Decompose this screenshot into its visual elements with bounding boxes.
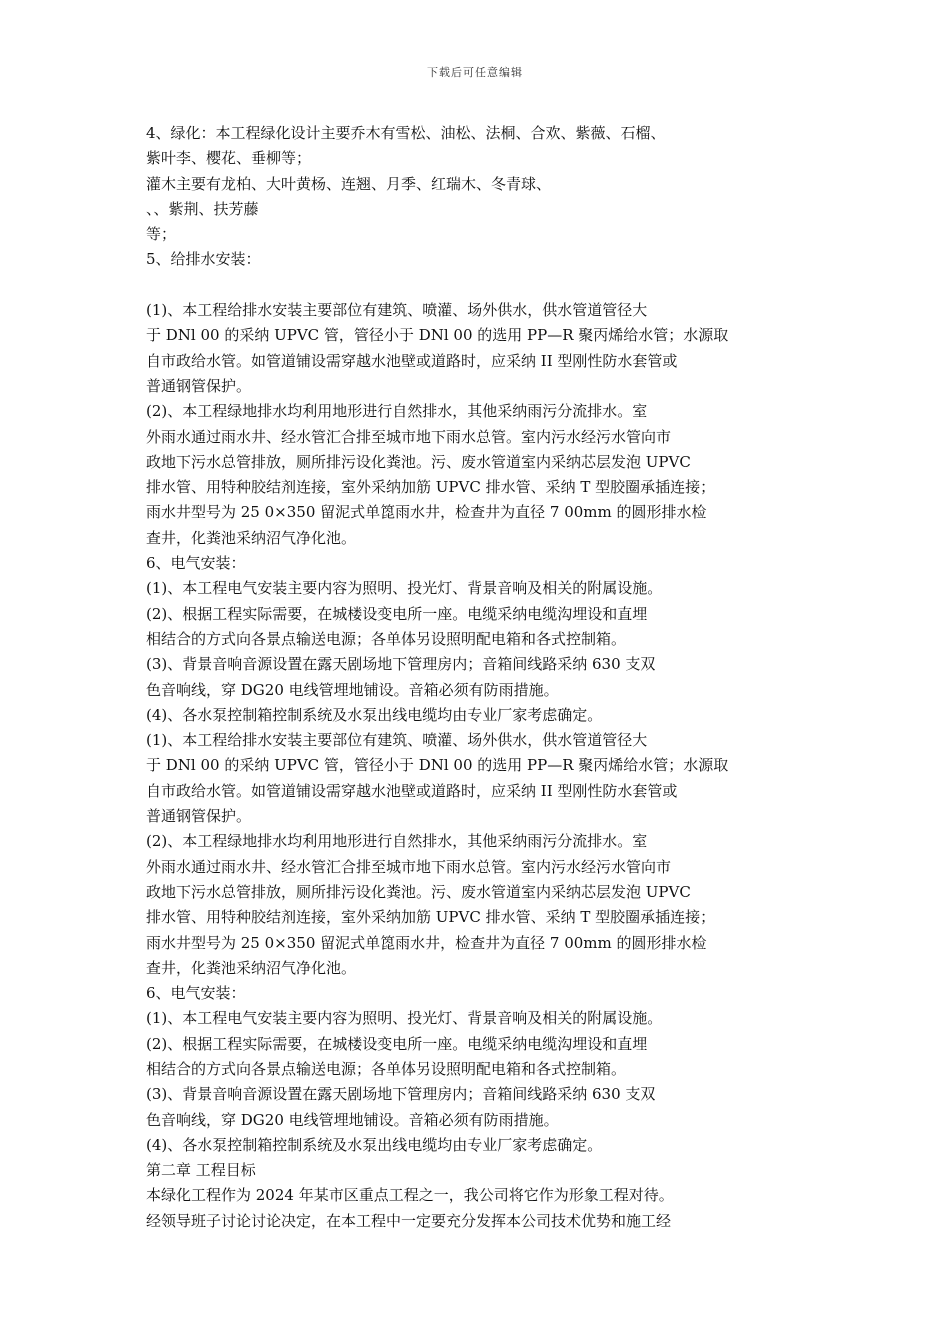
text-line: 自市政给水管。如管道铺设需穿越水池壁或道路时，应采纳 II 型刚性防水套管或 — [146, 351, 678, 370]
text-line: (3)、背景音响音源设置在露天剧场地下管理房内；音箱间线路采纳 630 支双 — [146, 655, 656, 674]
page-header: 下载后可任意编辑 — [427, 66, 523, 79]
text-line: 于 DNl 00 的采纳 UPVC 管，管径小于 DNl 00 的选用 PP—R 聚丙烯给水管；水源取 — [146, 326, 729, 345]
text-line: 自市政给水管。如管道铺设需穿越水池壁或道路时，应采纳 II 型刚性防水套管或 — [146, 781, 678, 800]
text-line: 普通钢管保护。 — [146, 807, 252, 826]
text-line: (1)、本工程电气安装主要内容为照明、投光灯、背景音响及相关的附属设施。 — [146, 579, 663, 598]
text-line: 排水管、用特种胶结剂连接，室外采纳加筋 UPVC 排水管、采纳 T 型胶圈承插连接； — [146, 478, 716, 497]
text-line: 、、紫荆、扶芳藤 — [146, 199, 259, 218]
text-line: 查井，化粪池采纳沼气净化池。 — [146, 958, 357, 977]
text-line: 于 DNl 00 的采纳 UPVC 管，管径小于 DNl 00 的选用 PP—R 聚丙烯给水管；水源取 — [146, 756, 729, 775]
text-line: 色音响线，穿 DG20 电线管埋地铺设。音箱必须有防雨措施。 — [146, 680, 559, 699]
text-line: 6、电气安装： — [146, 984, 246, 1003]
text-line: (4)、各水泵控制箱控制系统及水泵出线电缆均由专业厂家考虑确定。 — [146, 1135, 603, 1154]
text-line: (3)、背景音响音源设置在露天剧场地下管理房内；音箱间线路采纳 630 支双 — [146, 1085, 656, 1104]
text-line: (1)、本工程给排水安装主要部位有建筑、喷灌、场外供水，供水管道管径大 — [146, 301, 648, 320]
text-line: 相结合的方式向各景点输送电源；各单体另设照明配电箱和各式控制箱。 — [146, 1059, 627, 1078]
text-line: 第二章 工程目标 — [146, 1161, 256, 1180]
text-line: 色音响线，穿 DG20 电线管埋地铺设。音箱必须有防雨措施。 — [146, 1110, 559, 1129]
text-line: 等； — [146, 225, 177, 244]
text-line: 雨水井型号为 25 0×350 留泥式单箆雨水井，检查井为直径 7 00mm 的圆形排水检 — [146, 933, 707, 952]
text-line: 外雨水通过雨水井、经水管汇合排至城市地下雨水总管。室内污水经污水管向市 — [146, 427, 672, 446]
blank-line — [146, 273, 786, 298]
text-line: 雨水井型号为 25 0×350 留泥式单箆雨水井，检查井为直径 7 00mm 的圆形排水检 — [146, 503, 707, 522]
text-line: 查井，化粪池采纳沼气净化池。 — [146, 528, 357, 547]
text-line: 4、绿化：本工程绿化设计主要乔木有雪松、油松、法桐、合欢、紫薇、石榴、 — [146, 124, 666, 142]
text-line: (2)、本工程绿地排水均利用地形进行自然排水，其他采纳雨污分流排水。室 — [146, 402, 648, 421]
text-line: 灌木主要有龙柏、大叶黄杨、连翘、月季、红瑞木、冬青球、 — [146, 174, 552, 193]
text-line: 5、给排水安装： — [146, 250, 261, 269]
text-line: 政地下污水总管排放，厕所排污设化粪池。污、废水管道室内采纳芯层发泡 UPVC — [146, 452, 691, 471]
text-line: 紫叶李、樱花、垂柳等； — [146, 149, 312, 168]
text-line: 排水管、用特种胶结剂连接，室外采纳加筋 UPVC 排水管、采纳 T 型胶圈承插连接； — [146, 908, 716, 927]
text-line: (2)、根据工程实际需要，在城楼设变电所一座。电缆采纳电缆沟埋设和直埋 — [146, 604, 648, 623]
text-line: 普通钢管保护。 — [146, 376, 252, 395]
document-body — [146, 121, 786, 1234]
text-line: (1)、本工程给排水安装主要部位有建筑、喷灌、场外供水，供水管道管径大 — [146, 731, 648, 750]
text-line: 6、电气安装： — [146, 554, 246, 573]
text-line: (4)、各水泵控制箱控制系统及水泵出线电缆均由专业厂家考虑确定。 — [146, 705, 603, 724]
text-line: 相结合的方式向各景点输送电源；各单体另设照明配电箱和各式控制箱。 — [146, 629, 627, 648]
text-line: (1)、本工程电气安装主要内容为照明、投光灯、背景音响及相关的附属设施。 — [146, 1009, 663, 1028]
text-line: 本绿化工程作为 2024 年某市区重点工程之一，我公司将它作为形象工程对待。 — [146, 1186, 674, 1205]
text-line: 外雨水通过雨水井、经水管汇合排至城市地下雨水总管。室内污水经污水管向市 — [146, 857, 672, 876]
text-line: 经领导班子讨论讨论决定，在本工程中一定要充分发挥本公司技术优势和施工经 — [146, 1211, 672, 1230]
text-line: 政地下污水总管排放，厕所排污设化粪池。污、废水管道室内采纳芯层发泡 UPVC — [146, 882, 691, 901]
text-line: (2)、本工程绿地排水均利用地形进行自然排水，其他采纳雨污分流排水。室 — [146, 832, 648, 851]
text-line: (2)、根据工程实际需要，在城楼设变电所一座。电缆采纳电缆沟埋设和直埋 — [146, 1034, 648, 1053]
